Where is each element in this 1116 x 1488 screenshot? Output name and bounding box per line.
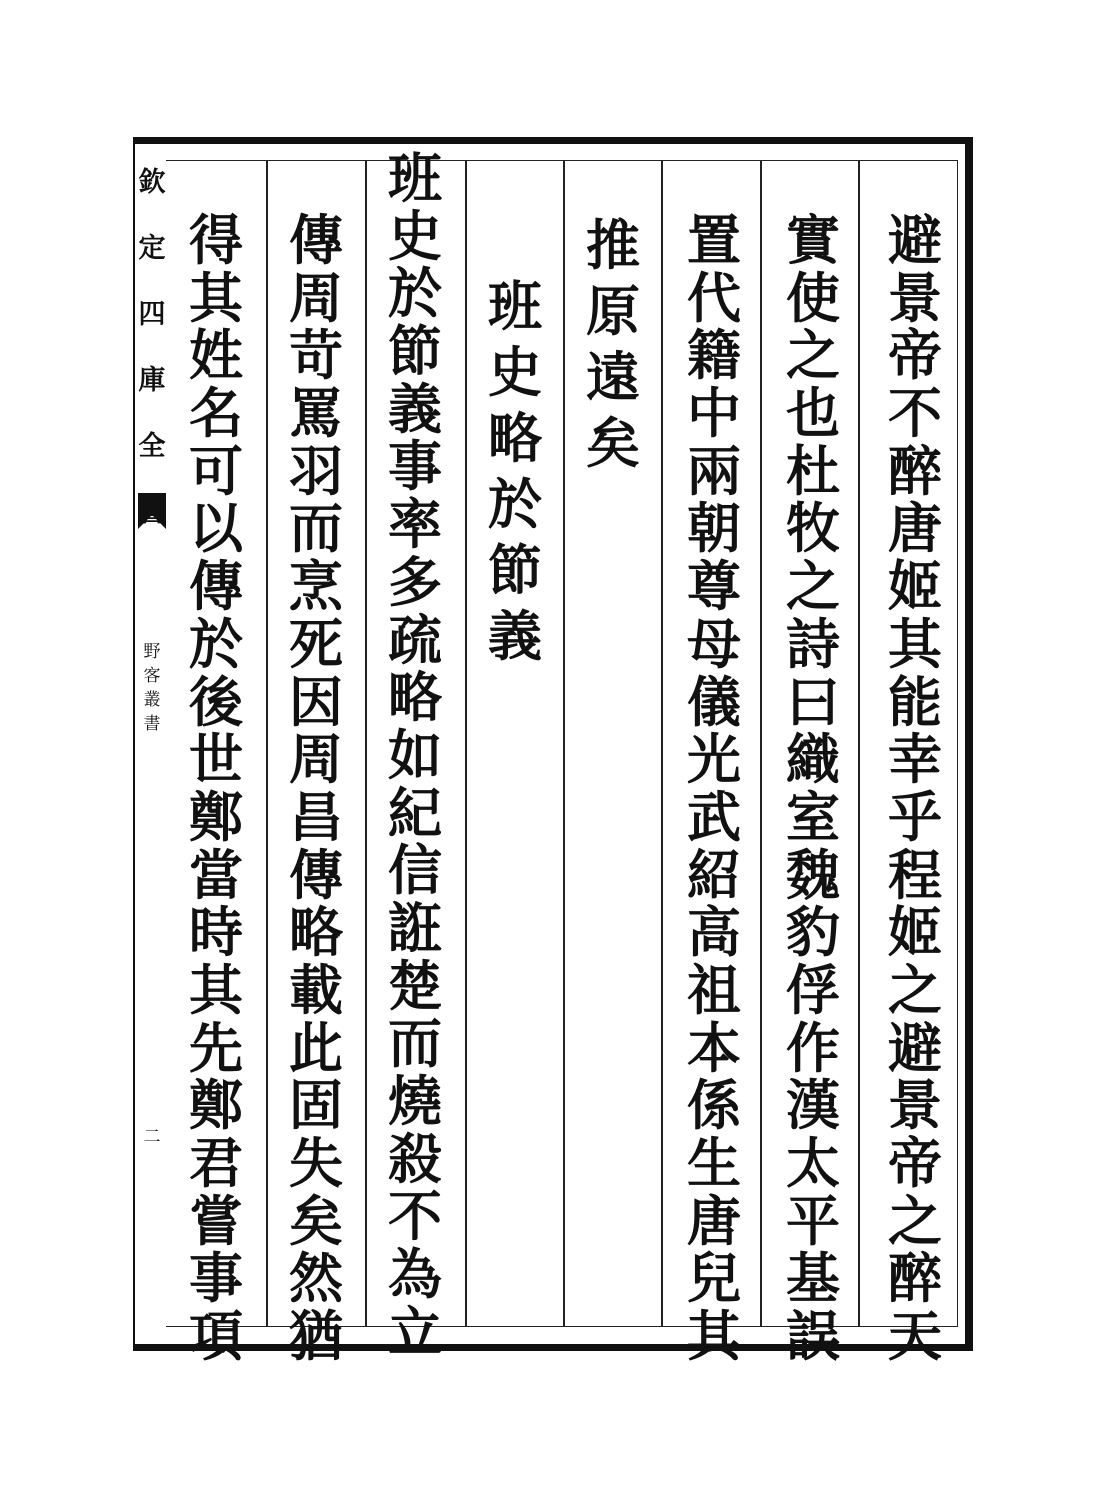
- text-char: 傳: [189, 554, 243, 619]
- text-char: 其: [189, 265, 243, 330]
- text-char: 室: [786, 784, 840, 849]
- text-char: 而: [289, 496, 343, 561]
- text-column-8: [181, 208, 251, 1369]
- text-char: 先: [189, 1015, 243, 1080]
- text-char: 以: [189, 496, 243, 561]
- column-divider: [365, 160, 367, 1327]
- text-char: 推: [586, 213, 640, 277]
- text-char: 之: [786, 323, 840, 388]
- text-char: 班: [488, 274, 542, 338]
- text-char: 固: [289, 1073, 343, 1138]
- text-char: 昌: [289, 784, 343, 849]
- text-column-4: [578, 212, 648, 476]
- text-char: 避: [888, 1015, 942, 1080]
- text-char: 此: [289, 1015, 343, 1080]
- text-char: 義: [388, 376, 442, 441]
- text-char: 兒: [687, 1246, 741, 1311]
- text-char: 然: [289, 1246, 343, 1311]
- text-char: 當: [189, 842, 243, 907]
- text-char: 景: [888, 265, 942, 330]
- text-char: 於: [388, 261, 442, 326]
- text-char: 時: [189, 900, 243, 965]
- text-char: 景: [888, 1073, 942, 1138]
- text-char: 事: [189, 1246, 243, 1311]
- text-char: 君: [189, 1131, 243, 1195]
- text-char: 朝: [687, 496, 741, 561]
- text-column-5: [480, 273, 550, 669]
- text-char: 信: [388, 838, 442, 903]
- text-char: 帝: [888, 323, 942, 388]
- text-column-6: [380, 146, 450, 1364]
- text-char: 節: [488, 538, 542, 602]
- text-char: 牧: [786, 496, 840, 561]
- text-char: 傳: [289, 842, 343, 907]
- text-char: 誑: [388, 895, 442, 960]
- text-char: 之: [888, 957, 942, 1022]
- text-char: 漢: [786, 1073, 840, 1138]
- text-char: 其: [687, 1304, 741, 1369]
- text-char: 義: [488, 604, 542, 668]
- text-char: 項: [189, 1304, 243, 1369]
- text-char: 曰: [786, 669, 840, 734]
- text-char: 苛: [289, 323, 343, 388]
- text-char: 於: [488, 472, 542, 536]
- text-char: 罵: [289, 381, 343, 446]
- text-char: 嘗: [189, 1188, 243, 1253]
- text-char: 唐: [687, 1188, 741, 1253]
- text-char: 鄭: [189, 1073, 243, 1138]
- text-char: 係: [687, 1073, 741, 1138]
- margin-title-char: 庫: [138, 365, 166, 396]
- margin-title-char: 全: [138, 431, 166, 462]
- margin-collection-char: 客: [143, 666, 161, 686]
- text-char: 疏: [388, 607, 442, 672]
- column-divider: [465, 160, 467, 1327]
- text-char: 生: [687, 1131, 741, 1195]
- text-char: 如: [388, 722, 442, 787]
- text-column-2: [778, 208, 848, 1369]
- text-char: 醉: [888, 1246, 942, 1311]
- margin-collection-title: [138, 640, 166, 736]
- text-char: 為: [388, 1242, 442, 1307]
- text-char: 基: [786, 1246, 840, 1311]
- margin-title-char: 四: [138, 299, 166, 330]
- text-char: 燒: [388, 1069, 442, 1133]
- text-char: 略: [488, 406, 542, 470]
- text-char: 烹: [289, 554, 343, 619]
- text-char: 率: [388, 492, 442, 557]
- text-char: 祖: [687, 957, 741, 1022]
- text-char: 立: [388, 1299, 442, 1364]
- text-char: 略: [289, 900, 343, 965]
- text-char: 乎: [888, 784, 942, 849]
- text-char: 籍: [687, 323, 741, 388]
- column-divider: [661, 160, 663, 1327]
- column-divider: [266, 160, 268, 1327]
- text-char: 代: [687, 265, 741, 330]
- text-char: 矣: [586, 411, 640, 475]
- text-char: 矣: [289, 1188, 343, 1253]
- text-char: 載: [289, 957, 343, 1022]
- text-char: 避: [888, 208, 942, 272]
- text-char: 班: [388, 146, 442, 210]
- text-char: 名: [189, 381, 243, 446]
- text-char: 唐: [888, 496, 942, 561]
- text-char: 太: [786, 1131, 840, 1195]
- text-char: 之: [888, 1188, 942, 1253]
- text-char: 實: [786, 208, 840, 272]
- text-char: 遠: [586, 345, 640, 409]
- text-char: 史: [388, 203, 442, 268]
- text-char: 天: [888, 1304, 942, 1369]
- text-char: 母: [687, 611, 741, 676]
- text-char: 世: [189, 727, 243, 792]
- text-char: 帝: [888, 1131, 942, 1195]
- text-char: 豹: [786, 900, 840, 965]
- text-char: 可: [189, 438, 243, 503]
- text-char: 得: [189, 208, 243, 272]
- text-char: 不: [388, 1184, 442, 1249]
- text-char: 節: [388, 319, 442, 384]
- text-char: 事: [388, 434, 442, 499]
- text-column-7: [281, 208, 351, 1369]
- text-char: 史: [488, 340, 542, 404]
- column-divider: [760, 160, 762, 1327]
- text-char: 儀: [687, 669, 741, 734]
- text-char: 楚: [388, 953, 442, 1018]
- text-char: 能: [888, 669, 942, 734]
- text-char: 兩: [687, 438, 741, 503]
- text-char: 也: [786, 381, 840, 446]
- text-char: 羽: [289, 438, 343, 503]
- text-char: 織: [786, 727, 840, 792]
- text-char: 傳: [289, 208, 343, 272]
- text-char: 紹: [687, 842, 741, 907]
- text-char: 姬: [888, 900, 942, 965]
- text-char: 不: [888, 381, 942, 446]
- text-char: 其: [189, 957, 243, 1022]
- column-divider: [858, 160, 860, 1327]
- text-char: 因: [289, 669, 343, 734]
- text-char: 中: [687, 381, 741, 446]
- text-char: 原: [586, 279, 640, 343]
- text-char: 詩: [786, 611, 840, 676]
- text-char: 誤: [786, 1304, 840, 1369]
- text-char: 其: [888, 611, 942, 676]
- fishtail-mark-icon: [138, 493, 166, 529]
- text-char: 使: [786, 265, 840, 330]
- text-char: 之: [786, 554, 840, 619]
- text-char: 幸: [888, 727, 942, 792]
- margin-title-char: 定: [138, 233, 166, 264]
- text-char: 程: [888, 842, 942, 907]
- text-char: 杜: [786, 438, 840, 503]
- text-char: 姓: [189, 323, 243, 388]
- text-char: 姬: [888, 554, 942, 619]
- text-char: 紀: [388, 780, 442, 845]
- text-char: 平: [786, 1188, 840, 1253]
- margin-title-char: 欽: [138, 167, 166, 198]
- text-char: 魏: [786, 842, 840, 907]
- margin-collection-char: 書: [143, 714, 161, 734]
- margin-book-title: [138, 150, 166, 546]
- text-char: 醉: [888, 438, 942, 503]
- text-char: 於: [189, 611, 243, 676]
- margin-collection-char: 叢: [143, 690, 161, 710]
- text-char: 周: [289, 265, 343, 330]
- text-char: 高: [687, 900, 741, 965]
- text-char: 武: [687, 784, 741, 849]
- text-char: 死: [289, 611, 343, 676]
- text-char: 而: [388, 1011, 442, 1076]
- text-char: 本: [687, 1015, 741, 1080]
- text-char: 鄭: [189, 784, 243, 849]
- column-divider: [563, 160, 565, 1327]
- text-char: 作: [786, 1015, 840, 1080]
- text-char: 置: [687, 208, 741, 272]
- text-char: 光: [687, 727, 741, 792]
- text-column-1: [880, 208, 950, 1369]
- page-number: 二: [143, 1127, 161, 1147]
- text-char: 猶: [289, 1304, 343, 1369]
- text-char: 周: [289, 727, 343, 792]
- margin-collection-char: 野: [143, 642, 161, 662]
- text-char: 後: [189, 669, 243, 734]
- text-char: 多: [388, 549, 442, 614]
- text-char: 略: [388, 665, 442, 730]
- text-char: 尊: [687, 554, 741, 619]
- text-column-3: [679, 208, 749, 1369]
- text-char: 失: [289, 1131, 343, 1195]
- text-char: 俘: [786, 957, 840, 1022]
- text-char: 殺: [388, 1126, 442, 1191]
